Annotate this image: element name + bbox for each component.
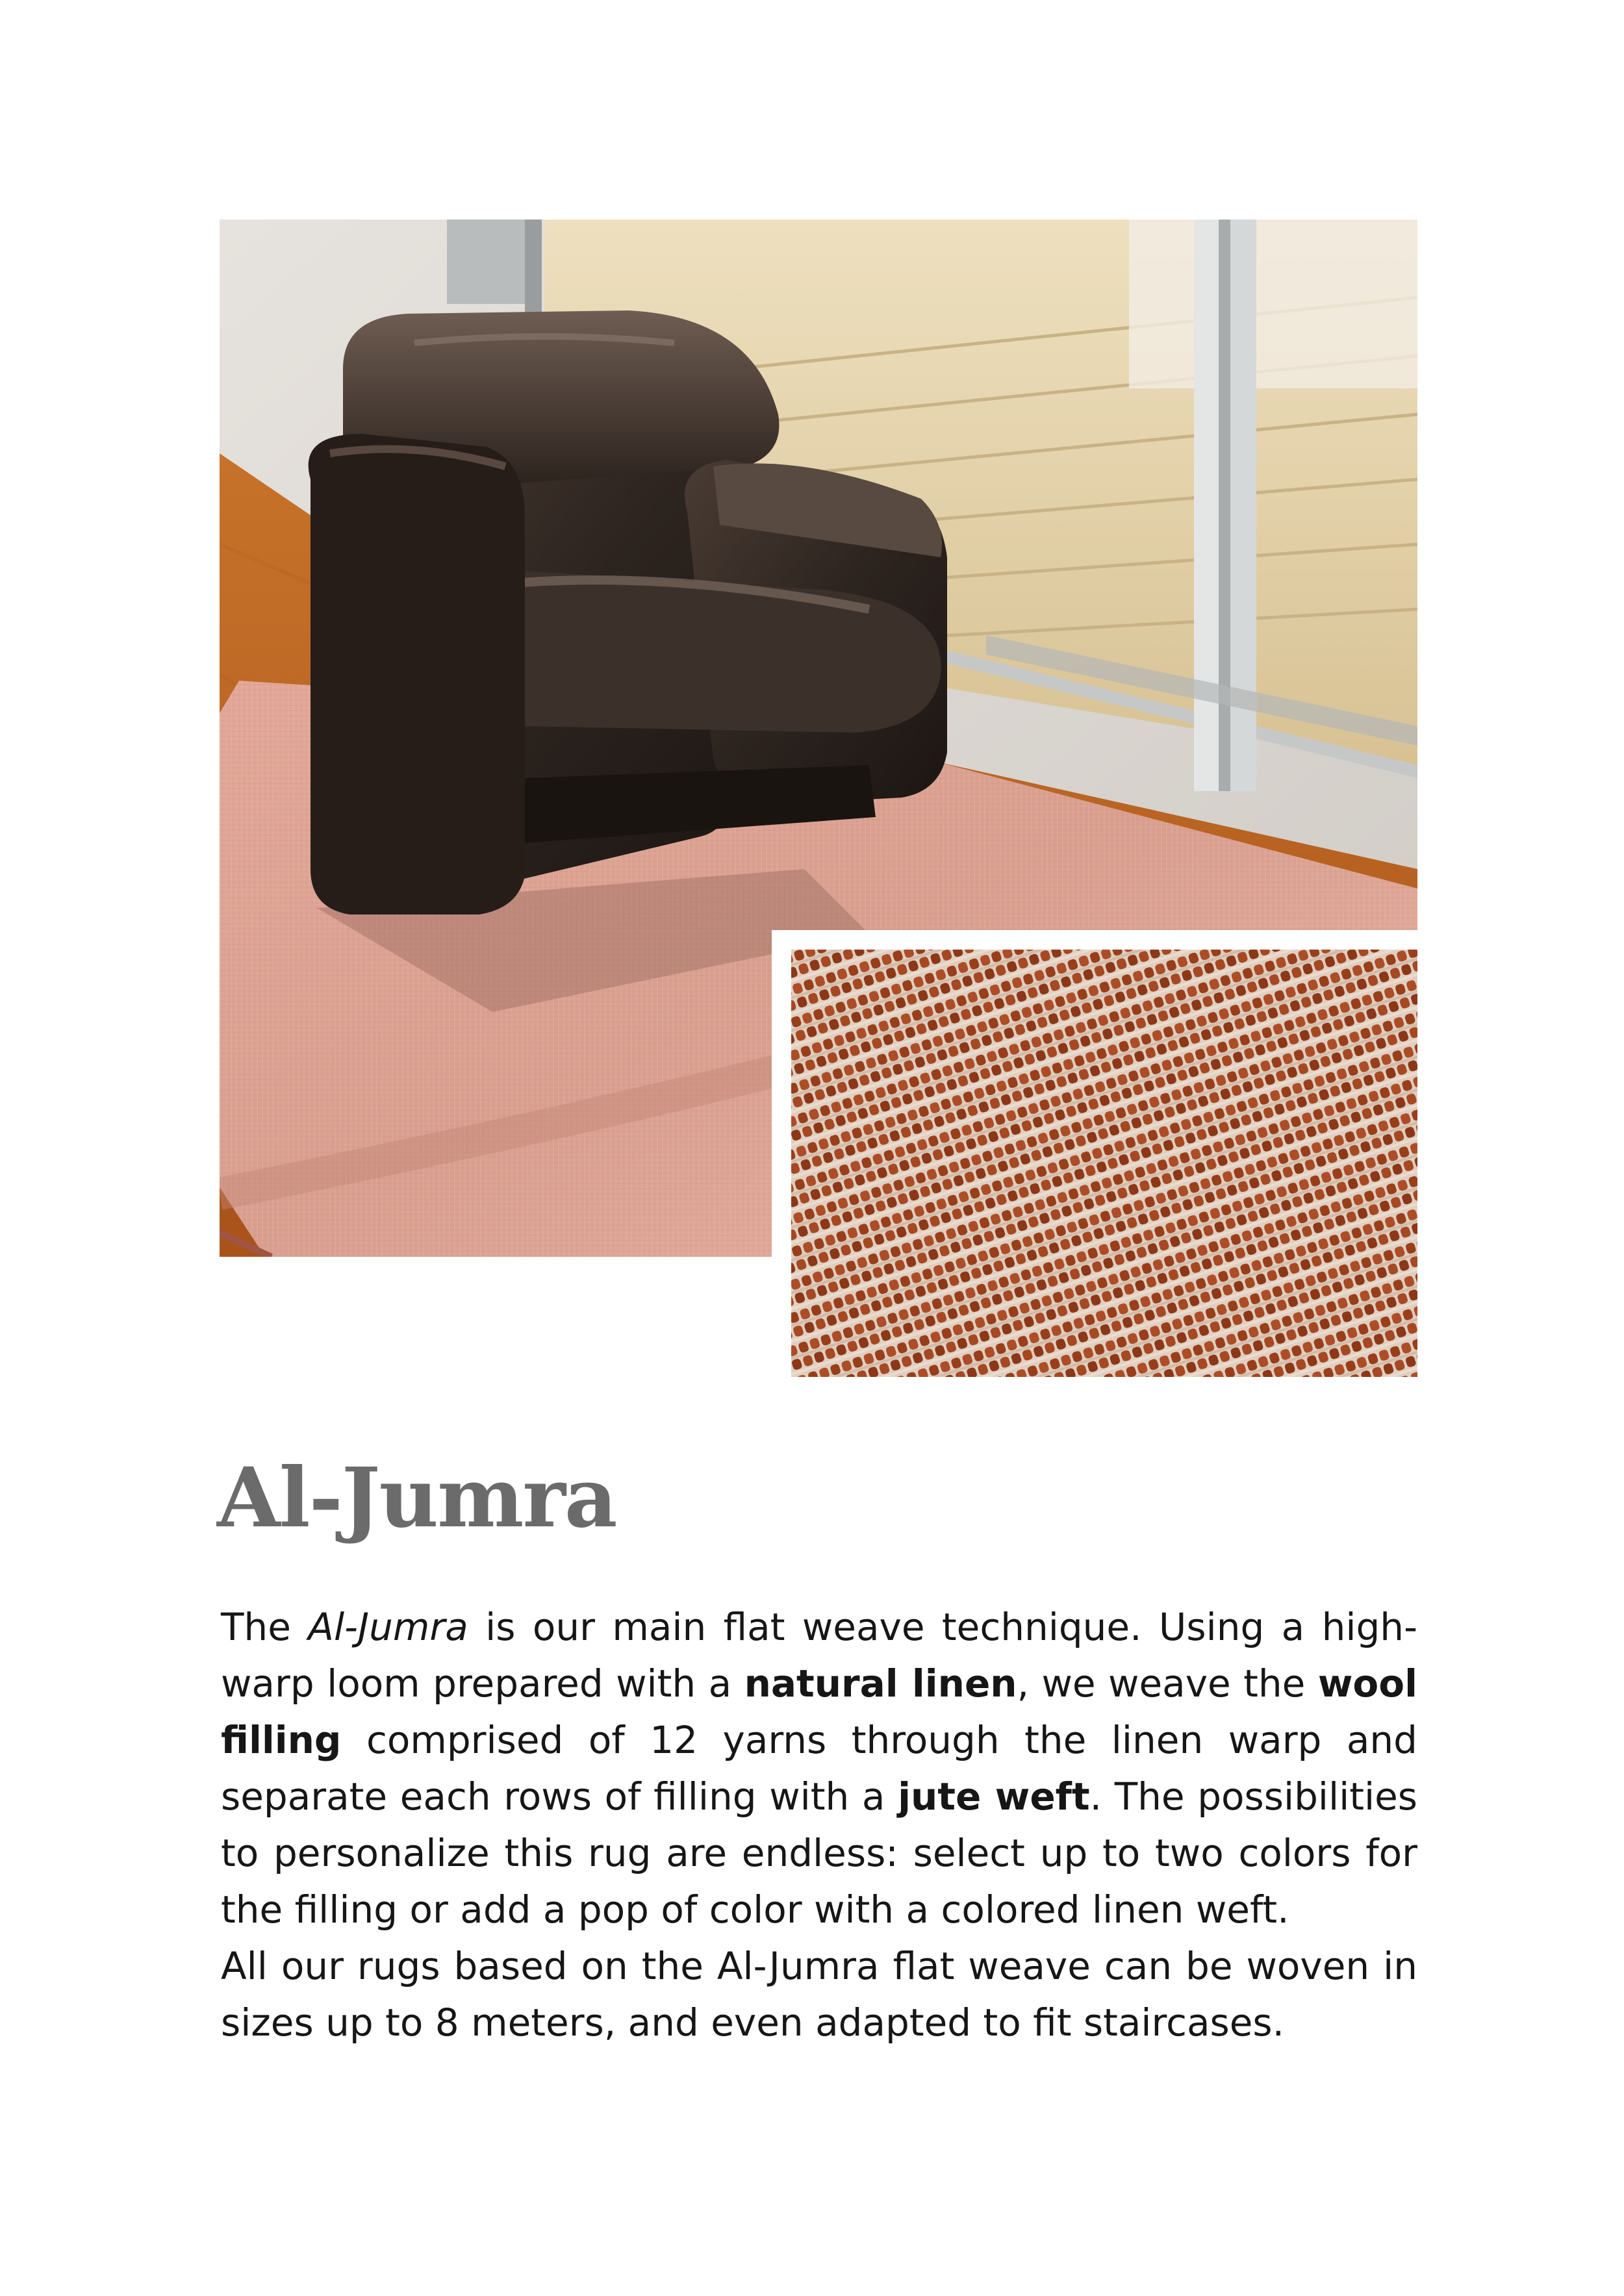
page-title: Al-Jumra	[217, 1450, 616, 1546]
weave-texture	[791, 950, 1417, 1377]
weave-detail-photo	[772, 930, 1417, 1377]
paragraph-technique: The Al-Jumra is our main flat weave technique. Using a high-warp loom prepared with a natural linen, we weave the wool filling comprised of 12 yarns through the linen warp and separate each rows of filling with a jute weft. The possibilities to personalize this rug are endless: select up to two colors for the filling or add a pop of color with a colored linen weft.	[221, 1605, 1417, 1932]
description	[221, 1599, 1417, 2051]
paragraph-sizes: All our rugs based on the Al-Jumra flat weave can be woven in sizes up to 8 meters, and even adapted to fit staircases.	[221, 1944, 1417, 2045]
